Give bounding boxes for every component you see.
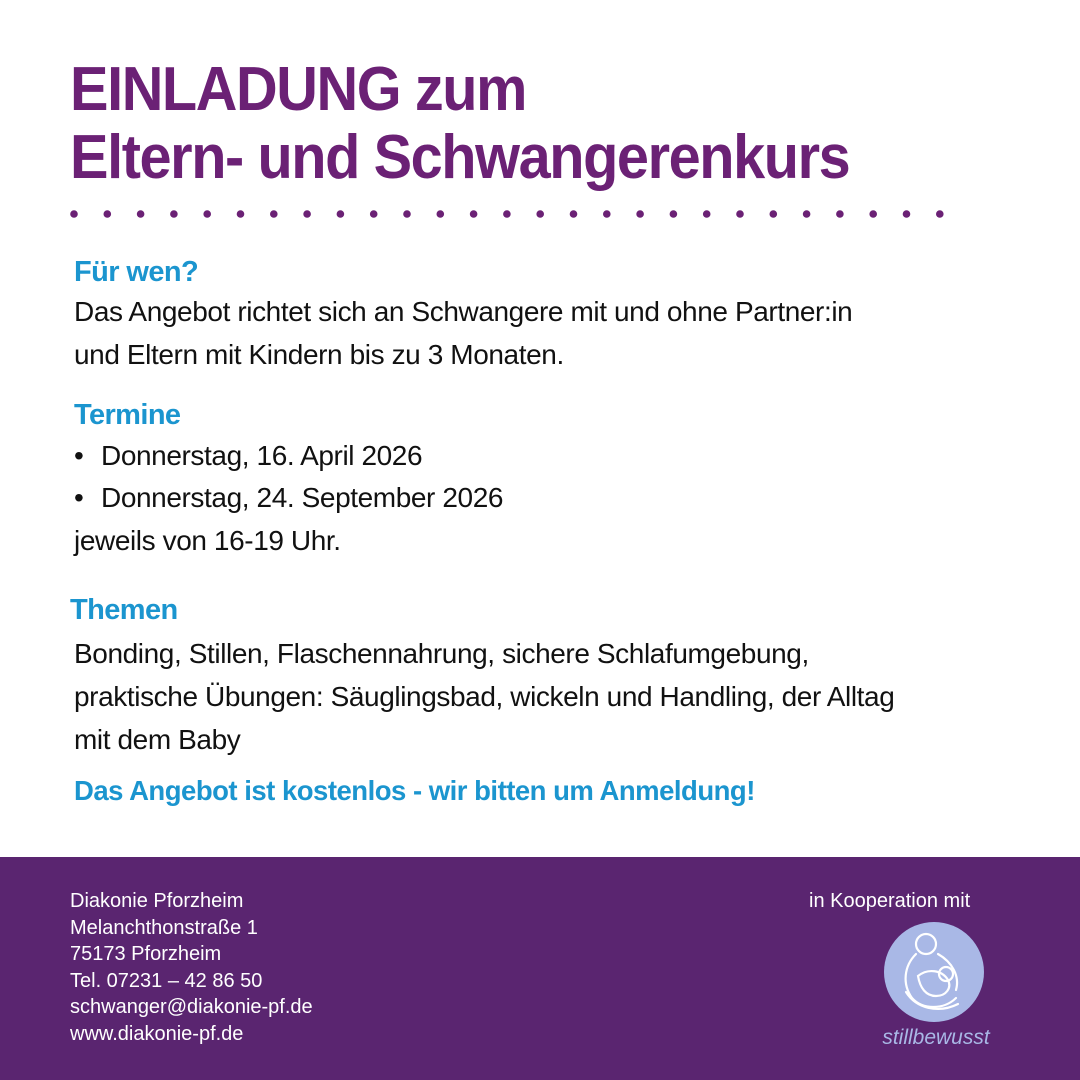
- stillbewusst-logo-icon: [876, 918, 996, 1054]
- date-item: [74, 435, 503, 477]
- contact-address: [70, 888, 313, 1047]
- dotted-separator: [68, 206, 958, 222]
- separator-dot: [470, 210, 478, 218]
- bullet-icon: •: [74, 482, 84, 513]
- topics-text: [74, 632, 974, 761]
- audience-text: [74, 290, 974, 376]
- separator-dot: [137, 210, 145, 218]
- audience-line-1: Das Angebot richtet sich an Schwangere mit und ohne Partner:in: [74, 296, 853, 327]
- separator-dot: [869, 210, 877, 218]
- separator-dot: [337, 210, 345, 218]
- separator-dot: [903, 210, 911, 218]
- separator-dot: [437, 210, 445, 218]
- separator-dot: [170, 210, 178, 218]
- page-title: [70, 56, 963, 192]
- website-link[interactable]: www.diakonie-pf.de: [70, 1022, 244, 1045]
- org-name: Diakonie Pforzheim: [70, 890, 244, 912]
- time-note: jeweils von 16-19 Uhr.: [74, 525, 341, 556]
- section-heading-audience: Für wen?: [74, 256, 199, 288]
- partner-logo-text: stillbewusst: [882, 1026, 990, 1049]
- separator-dot: [636, 210, 644, 218]
- topics-line-2: praktische Übungen: Säuglingsbad, wickeln und Handling, der Alltag: [74, 681, 895, 712]
- separator-dot: [736, 210, 744, 218]
- separator-dot: [403, 210, 411, 218]
- date-item-label: Donnerstag, 16. April 2026: [101, 440, 423, 471]
- separator-dot: [370, 210, 378, 218]
- separator-dot: [703, 210, 711, 218]
- separator-dot: [303, 210, 311, 218]
- separator-dot: [570, 210, 578, 218]
- title-line-1: EINLADUNG zum: [70, 55, 526, 124]
- title-line-2: Eltern- und Schwangerenkurs: [70, 123, 850, 192]
- phone[interactable]: Tel. 07231 – 42 86 50: [70, 969, 263, 992]
- section-heading-dates: Termine: [74, 399, 181, 431]
- separator-dot: [70, 210, 78, 218]
- email-link[interactable]: schwanger@diakonie-pf.de: [70, 996, 313, 1018]
- separator-dot: [770, 210, 778, 218]
- street: Melanchthonstraße 1: [70, 916, 258, 939]
- topics-line-3: mit dem Baby: [74, 724, 241, 755]
- separator-dot: [670, 210, 678, 218]
- dates-list: [74, 435, 503, 519]
- separator-dot: [536, 210, 544, 218]
- audience-line-2: und Eltern mit Kindern bis zu 3 Monaten.: [74, 339, 564, 370]
- separator-dot: [237, 210, 245, 218]
- separator-dot: [836, 210, 844, 218]
- section-heading-topics: Themen: [70, 594, 178, 626]
- city: 75173 Pforzheim: [70, 943, 222, 965]
- separator-dot: [104, 210, 112, 218]
- separator-dot: [203, 210, 211, 218]
- call-to-action: Das Angebot ist kostenlos - wir bitten um Anmeldung!: [74, 775, 755, 806]
- separator-dot: [503, 210, 511, 218]
- bullet-icon: •: [74, 440, 84, 471]
- date-item: [74, 477, 503, 519]
- separator-dot: [603, 210, 611, 218]
- cooperation-label: in Kooperation mit: [809, 890, 971, 912]
- separator-dot: [270, 210, 278, 218]
- topics-line-1: Bonding, Stillen, Flaschennahrung, sichere Schlafumgebung,: [74, 638, 809, 669]
- date-item-label: Donnerstag, 24. September 2026: [101, 482, 504, 513]
- separator-dot: [803, 210, 811, 218]
- separator-dot: [936, 210, 944, 218]
